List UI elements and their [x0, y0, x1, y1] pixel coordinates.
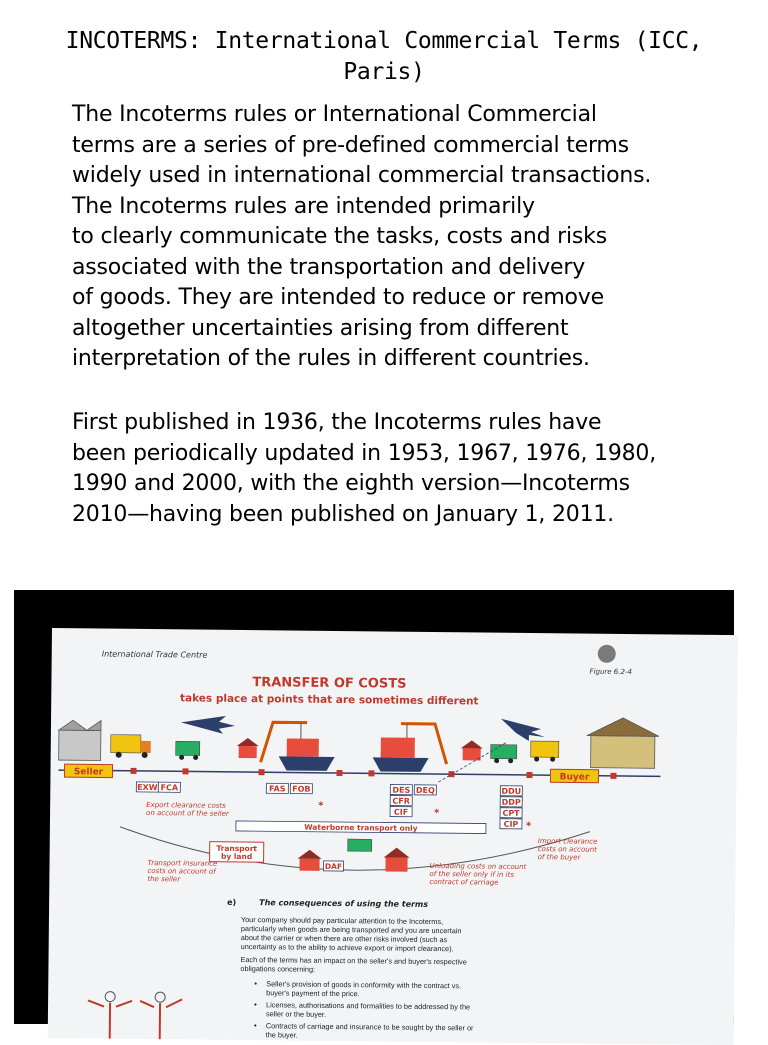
logo-icon	[598, 645, 616, 663]
airplane-icon	[181, 715, 235, 734]
export-note-line-2: on account of the seller	[146, 809, 230, 818]
text-line: to clearly communicate the tasks, costs and risks	[72, 222, 752, 253]
figure-label: Figure 6.2-4	[590, 668, 632, 676]
hut-icon	[383, 847, 409, 871]
diagram-subheading: takes place at points that are sometimes different	[180, 692, 479, 707]
text-line: The Incoterms rules or International Commercial	[72, 100, 752, 131]
term-cif: CIF	[394, 808, 408, 817]
insurance-note-line-2: costs on account of	[147, 867, 217, 876]
truck-icon	[176, 741, 200, 760]
body-line: about the carrier or when there are other risks involved (such as	[241, 933, 448, 944]
bullet-line: the buyer.	[266, 1030, 298, 1039]
section-label: e)	[227, 898, 236, 907]
bullet-icon: •	[254, 979, 257, 988]
term-fas: FAS	[269, 784, 286, 793]
ship-icon	[373, 737, 429, 772]
unloading-note-line-1: Unloading costs on account	[429, 862, 526, 871]
body-line: Each of the terms has an impact on the seller's and buyer's respective	[240, 955, 466, 966]
bullet-line: buyer's payment of the price.	[266, 988, 360, 998]
body-line: particularly when goods are being transported and you are uncertain	[241, 924, 462, 935]
text-line: terms are a series of pre-defined commercial terms	[72, 131, 752, 162]
text-line: 2010—having been published on January 1, 2011.	[72, 500, 752, 531]
text-line: First published in 1936, the Incoterms rules have	[72, 408, 752, 439]
paragraph-history	[72, 408, 752, 530]
truck-icon	[491, 745, 517, 764]
asterisk-icon: *	[318, 801, 324, 812]
term-cfr: CFR	[392, 797, 410, 806]
title-line-2: Paris)	[20, 57, 748, 88]
term-des: DES	[392, 786, 410, 795]
hut-icon	[237, 738, 259, 758]
asterisk-icon: *	[434, 808, 440, 819]
transport-land-line-1: Transport	[216, 844, 257, 853]
document-title	[20, 26, 748, 88]
factory-icon	[59, 720, 101, 760]
text-line: associated with the transportation and delivery	[72, 253, 752, 284]
hut-icon	[461, 740, 483, 760]
term-ddu: DDU	[501, 787, 521, 796]
bullet-line: Licenses, authorisations and formalities to be addressed by the	[266, 1000, 470, 1011]
text-line: been periodically updated in 1953, 1967, 1976, 1980,	[72, 439, 752, 470]
term-cpt: CPT	[502, 809, 520, 818]
truck-icon	[348, 839, 372, 851]
text-line: of goods. They are intended to reduce or remove	[72, 283, 752, 314]
import-note-line-2: costs on account	[538, 845, 598, 854]
seller-label: Seller	[74, 767, 104, 777]
buyer-label: Buyer	[560, 772, 590, 782]
cartoon-figures-icon	[88, 991, 182, 1039]
insurance-note-line-3: the seller	[147, 875, 181, 883]
warehouse-icon	[587, 718, 660, 769]
hut-icon	[297, 850, 321, 871]
diagram-heading: TRANSFER OF COSTS	[252, 675, 406, 692]
term-ddp: DDP	[502, 798, 521, 807]
section-title: The consequences of using the terms	[259, 898, 428, 909]
airplane-icon	[501, 719, 545, 741]
asterisk-icon: *	[526, 821, 532, 832]
waterborne-label: Waterborne transport only	[304, 823, 417, 833]
term-daf: DAF	[325, 862, 342, 871]
text-line: interpretation of the rules in different countries.	[72, 344, 752, 375]
ship-icon	[279, 738, 335, 771]
import-note-line-3: of the buyer	[538, 853, 582, 861]
transfer-of-costs-diagram	[48, 628, 738, 1045]
bullet-line: seller or the buyer.	[266, 1009, 326, 1019]
bullet-icon: •	[254, 1021, 257, 1030]
unloading-note-line-2: of the seller only if in its	[429, 870, 514, 879]
truck-icon	[111, 735, 151, 758]
export-note-line-1: Export clearance costs	[146, 801, 226, 810]
paragraph-definition	[72, 100, 752, 375]
unloading-note-line-3: contract of carriage	[429, 878, 498, 887]
scanned-page	[48, 628, 738, 1045]
text-line: 1990 and 2000, with the eighth version—Incoterms	[72, 469, 752, 500]
body-line: obligations concerning:	[240, 964, 315, 974]
delivery-point-markers	[130, 768, 616, 779]
term-exw: EXW	[137, 783, 158, 792]
bullet-line: Contracts of carriage and insurance to be sought by the seller or	[266, 1021, 474, 1032]
transport-land-line-2: by land	[221, 852, 252, 861]
import-note-line-1: Import clearance	[538, 837, 598, 846]
truck-icon	[531, 741, 559, 762]
term-fob: FOB	[292, 785, 310, 794]
insurance-note-line-1: Transport insurance	[148, 859, 218, 868]
term-fca: FCA	[161, 783, 179, 792]
body-line: uncertainty as to the ability to achieve export or import clearance).	[241, 942, 454, 953]
text-line: altogether uncertainties arising from different	[72, 314, 752, 345]
title-line-1: INCOTERMS: International Commercial Terms (ICC,	[20, 26, 748, 57]
body-line: Your company should pay particular attention to the Incoterms,	[241, 915, 443, 926]
scanned-figure-photo	[14, 590, 734, 1024]
text-line: The Incoterms rules are intended primarily	[72, 192, 752, 223]
term-cip: CIP	[504, 820, 519, 829]
header-left: International Trade Centre	[102, 650, 208, 660]
bullet-line: Seller's provision of goods in conformity with the contract vs.	[266, 979, 461, 990]
term-deq: DEQ	[416, 786, 435, 795]
text-line: widely used in international commercial transactions.	[72, 161, 752, 192]
bullet-icon: •	[254, 1000, 257, 1009]
